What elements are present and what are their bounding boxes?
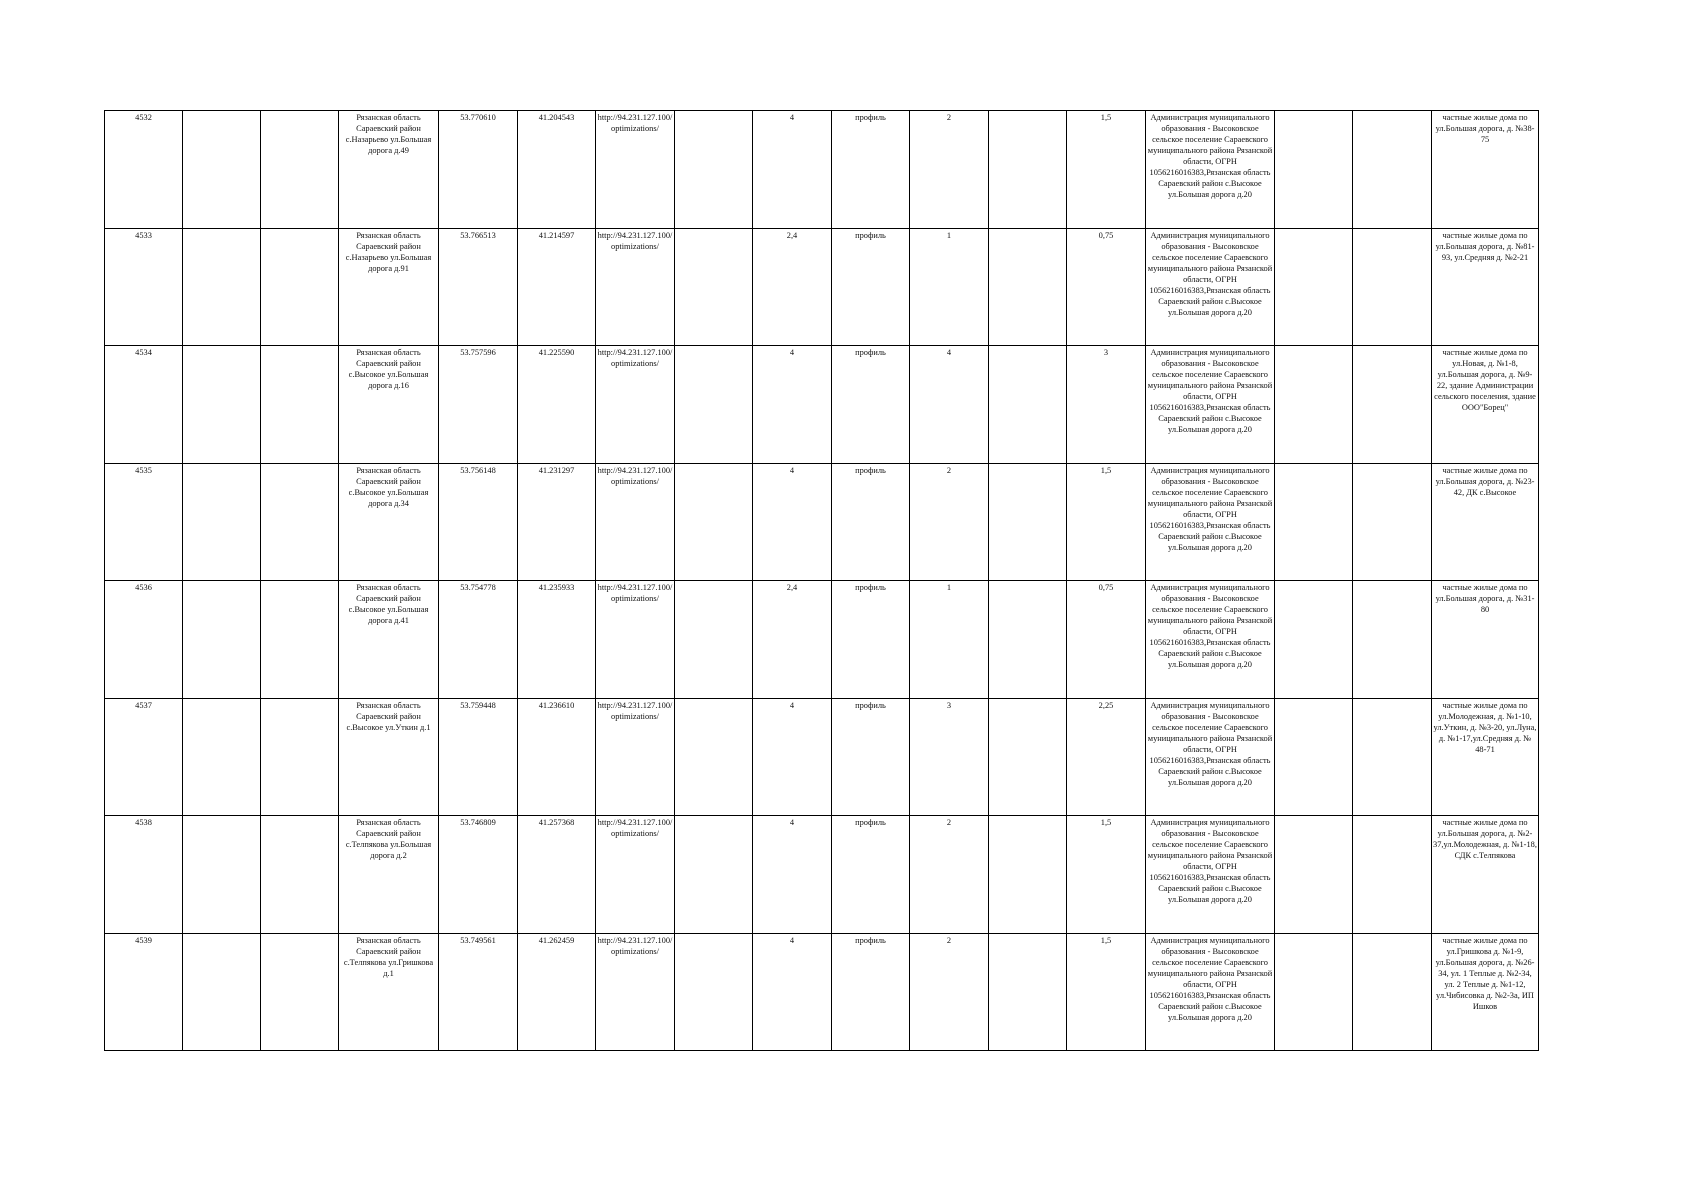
material-cell: профиль — [832, 111, 910, 229]
latitude-cell: 53.746809 — [439, 816, 518, 934]
empty-cell — [261, 228, 339, 346]
material-cell: профиль — [832, 463, 910, 581]
material-cell: профиль — [832, 346, 910, 464]
latitude-cell: 53.749561 — [439, 933, 518, 1051]
material-cell: профиль — [832, 228, 910, 346]
empty-cell — [989, 933, 1067, 1051]
area-cell: 2,4 — [753, 228, 832, 346]
material-cell: профиль — [832, 581, 910, 699]
latitude-cell: 53.757596 — [439, 346, 518, 464]
row-number: 4533 — [105, 228, 183, 346]
sources-cell: частные жилые дома по ул.Гришкова д. №1-9, ул.Большая дорога, д. №26-34, ул. 1 Теплые д. №2-34, ул. 2 Теплые д. №1-12, ул.Чибисовка д. №2-3а, ИП Ишков — [1432, 933, 1539, 1051]
empty-cell — [1275, 698, 1353, 816]
table-row — [105, 816, 1539, 934]
empty-cell — [261, 698, 339, 816]
containers-cell: 1 — [910, 228, 989, 346]
owner-cell: Администрация муниципального образования - Высоковское сельское поселение Сараевского муниципального района Рязанской области, ОГРН 1056216016383,Рязанская область Сараевский район с.Высокое ул.Большая дорога д.20 — [1146, 228, 1275, 346]
empty-cell — [989, 698, 1067, 816]
row-number: 4536 — [105, 581, 183, 699]
empty-cell — [1275, 463, 1353, 581]
table-row — [105, 111, 1539, 229]
empty-cell — [675, 463, 753, 581]
area-cell: 2,4 — [753, 581, 832, 699]
table-row — [105, 581, 1539, 699]
empty-cell — [183, 463, 261, 581]
empty-cell — [989, 816, 1067, 934]
longitude-cell: 41.236610 — [518, 698, 596, 816]
empty-cell — [1353, 698, 1432, 816]
empty-cell — [989, 111, 1067, 229]
owner-cell: Администрация муниципального образования - Высоковское сельское поселение Сараевского муниципального района Рязанской области, ОГРН 1056216016383,Рязанская область Сараевский район с.Высокое ул.Большая дорога д.20 — [1146, 581, 1275, 699]
empty-cell — [675, 111, 753, 229]
empty-cell — [183, 581, 261, 699]
longitude-cell: 41.257368 — [518, 816, 596, 934]
empty-cell — [1275, 581, 1353, 699]
empty-cell — [1275, 228, 1353, 346]
volume-cell: 1,5 — [1067, 111, 1146, 229]
containers-cell: 2 — [910, 463, 989, 581]
longitude-cell: 41.235933 — [518, 581, 596, 699]
area-cell: 4 — [753, 346, 832, 464]
volume-cell: 0,75 — [1067, 228, 1146, 346]
sources-cell: частные жилые дома по ул.Новая, д. №1-8, ул.Большая дорога, д. №9-22, здание Администрации сельского поселения, здание ООО"Борец" — [1432, 346, 1539, 464]
row-number: 4538 — [105, 816, 183, 934]
latitude-cell: 53.766513 — [439, 228, 518, 346]
empty-cell — [183, 698, 261, 816]
containers-cell: 4 — [910, 346, 989, 464]
empty-cell — [261, 933, 339, 1051]
row-number: 4535 — [105, 463, 183, 581]
link-cell: http://94.231.127.100/optimizations/ — [596, 463, 675, 581]
empty-cell — [261, 463, 339, 581]
empty-cell — [261, 816, 339, 934]
empty-cell — [1353, 816, 1432, 934]
address-cell: Рязанская область Сараевский район с.Назарьево ул.Большая дорога д.91 — [339, 228, 439, 346]
row-number: 4537 — [105, 698, 183, 816]
table-row — [105, 228, 1539, 346]
longitude-cell: 41.214597 — [518, 228, 596, 346]
registry-table — [104, 110, 1539, 1051]
containers-cell: 2 — [910, 933, 989, 1051]
volume-cell: 1,5 — [1067, 463, 1146, 581]
volume-cell: 1,5 — [1067, 816, 1146, 934]
containers-cell: 2 — [910, 816, 989, 934]
table-row — [105, 698, 1539, 816]
material-cell: профиль — [832, 933, 910, 1051]
table-row — [105, 346, 1539, 464]
area-cell: 4 — [753, 111, 832, 229]
empty-cell — [675, 698, 753, 816]
volume-cell: 2,25 — [1067, 698, 1146, 816]
sources-cell: частные жилые дома по ул.Большая дорога, д. №31-80 — [1432, 581, 1539, 699]
empty-cell — [261, 581, 339, 699]
empty-cell — [261, 346, 339, 464]
empty-cell — [183, 228, 261, 346]
address-cell: Рязанская область Сараевский район с.Телпякова ул.Гришкова д.1 — [339, 933, 439, 1051]
empty-cell — [989, 346, 1067, 464]
table-row — [105, 463, 1539, 581]
longitude-cell: 41.262459 — [518, 933, 596, 1051]
empty-cell — [989, 581, 1067, 699]
longitude-cell: 41.231297 — [518, 463, 596, 581]
area-cell: 4 — [753, 816, 832, 934]
table-row — [105, 933, 1539, 1051]
empty-cell — [261, 111, 339, 229]
address-cell: Рязанская область Сараевский район с.Назарьево ул.Большая дорога д.49 — [339, 111, 439, 229]
area-cell: 4 — [753, 463, 832, 581]
volume-cell: 1,5 — [1067, 933, 1146, 1051]
empty-cell — [1353, 346, 1432, 464]
latitude-cell: 53.770610 — [439, 111, 518, 229]
empty-cell — [183, 346, 261, 464]
latitude-cell: 53.759448 — [439, 698, 518, 816]
empty-cell — [675, 581, 753, 699]
containers-cell: 2 — [910, 111, 989, 229]
empty-cell — [183, 111, 261, 229]
empty-cell — [1353, 463, 1432, 581]
empty-cell — [989, 463, 1067, 581]
row-number: 4534 — [105, 346, 183, 464]
owner-cell: Администрация муниципального образования - Высоковское сельское поселение Сараевского муниципального района Рязанской области, ОГРН 1056216016383,Рязанская область Сараевский район с.Высокое ул.Большая дорога д.20 — [1146, 698, 1275, 816]
owner-cell: Администрация муниципального образования - Высоковское сельское поселение Сараевского муниципального района Рязанской области, ОГРН 1056216016383,Рязанская область Сараевский район с.Высокое ул.Большая дорога д.20 — [1146, 346, 1275, 464]
empty-cell — [1353, 111, 1432, 229]
volume-cell: 0,75 — [1067, 581, 1146, 699]
sources-cell: частные жилые дома по ул.Молодежная, д. №1-10, ул.Уткин, д. №3-20, ул.Луна, д. №1-17,ул.Средняя д. № 48-71 — [1432, 698, 1539, 816]
row-number: 4539 — [105, 933, 183, 1051]
link-cell: http://94.231.127.100/optimizations/ — [596, 698, 675, 816]
area-cell: 4 — [753, 698, 832, 816]
longitude-cell: 41.204543 — [518, 111, 596, 229]
latitude-cell: 53.756148 — [439, 463, 518, 581]
link-cell: http://94.231.127.100/optimizations/ — [596, 933, 675, 1051]
containers-cell: 1 — [910, 581, 989, 699]
owner-cell: Администрация муниципального образования - Высоковское сельское поселение Сараевского муниципального района Рязанской области, ОГРН 1056216016383,Рязанская область Сараевский район с.Высокое ул.Большая дорога д.20 — [1146, 111, 1275, 229]
empty-cell — [1353, 933, 1432, 1051]
owner-cell: Администрация муниципального образования - Высоковское сельское поселение Сараевского муниципального района Рязанской области, ОГРН 1056216016383,Рязанская область Сараевский район с.Высокое ул.Большая дорога д.20 — [1146, 816, 1275, 934]
empty-cell — [183, 816, 261, 934]
sources-cell: частные жилые дома по ул.Большая дорога, д. №23-42, ДК с.Высокое — [1432, 463, 1539, 581]
containers-cell: 3 — [910, 698, 989, 816]
longitude-cell: 41.225590 — [518, 346, 596, 464]
empty-cell — [1353, 581, 1432, 699]
link-cell: http://94.231.127.100/optimizations/ — [596, 816, 675, 934]
address-cell: Рязанская область Сараевский район с.Высокое ул.Большая дорога д.16 — [339, 346, 439, 464]
area-cell: 4 — [753, 933, 832, 1051]
empty-cell — [675, 228, 753, 346]
empty-cell — [675, 346, 753, 464]
sources-cell: частные жилые дома по ул.Большая дорога, д. №2-37,ул.Молодежная, д. №1-18, СДК с.Телпякова — [1432, 816, 1539, 934]
material-cell: профиль — [832, 698, 910, 816]
empty-cell — [989, 228, 1067, 346]
volume-cell: 3 — [1067, 346, 1146, 464]
empty-cell — [675, 816, 753, 934]
material-cell: профиль — [832, 816, 910, 934]
address-cell: Рязанская область Сараевский район с.Телпякова ул.Большая дорога д.2 — [339, 816, 439, 934]
address-cell: Рязанская область Сараевский район с.Высокое ул.Уткин д.1 — [339, 698, 439, 816]
empty-cell — [1275, 111, 1353, 229]
empty-cell — [675, 933, 753, 1051]
row-number: 4532 — [105, 111, 183, 229]
owner-cell: Администрация муниципального образования - Высоковское сельское поселение Сараевского муниципального района Рязанской области, ОГРН 1056216016383,Рязанская область Сараевский район с.Высокое ул.Большая дорога д.20 — [1146, 933, 1275, 1051]
sources-cell: частные жилые дома по ул.Большая дорога, д. №38-75 — [1432, 111, 1539, 229]
empty-cell — [1275, 816, 1353, 934]
latitude-cell: 53.754778 — [439, 581, 518, 699]
sources-cell: частные жилые дома по ул.Большая дорога, д. №81-93, ул.Средняя д. №2-21 — [1432, 228, 1539, 346]
link-cell: http://94.231.127.100/optimizations/ — [596, 111, 675, 229]
owner-cell: Администрация муниципального образования - Высоковское сельское поселение Сараевского муниципального района Рязанской области, ОГРН 1056216016383,Рязанская область Сараевский район с.Высокое ул.Большая дорога д.20 — [1146, 463, 1275, 581]
empty-cell — [1353, 228, 1432, 346]
empty-cell — [1275, 346, 1353, 464]
address-cell: Рязанская область Сараевский район с.Высокое ул.Большая дорога д.41 — [339, 581, 439, 699]
empty-cell — [183, 933, 261, 1051]
link-cell: http://94.231.127.100/optimizations/ — [596, 581, 675, 699]
link-cell: http://94.231.127.100/optimizations/ — [596, 228, 675, 346]
link-cell: http://94.231.127.100/optimizations/ — [596, 346, 675, 464]
address-cell: Рязанская область Сараевский район с.Высокое ул.Большая дорога д.34 — [339, 463, 439, 581]
empty-cell — [1275, 933, 1353, 1051]
